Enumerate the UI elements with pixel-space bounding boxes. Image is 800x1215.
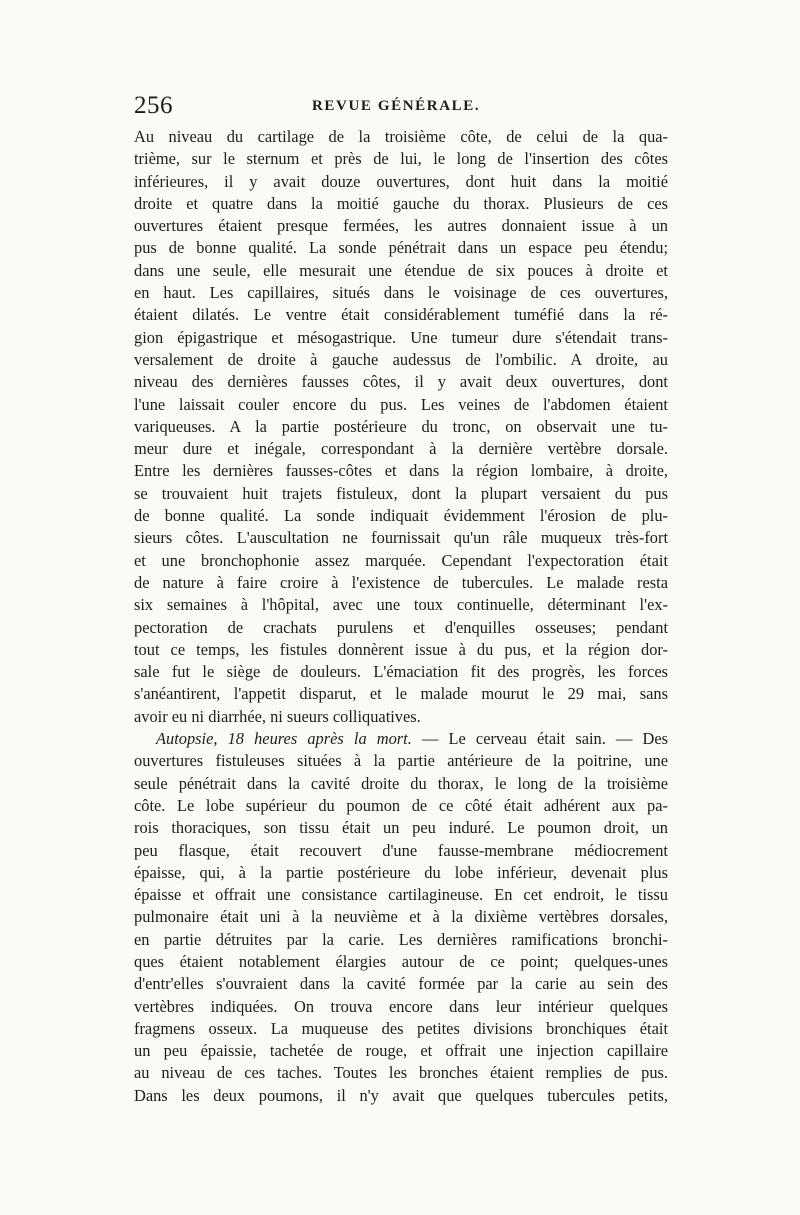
text-segment: pectoration de crachats purulens et d'enquilles osseuses; pendant xyxy=(134,617,668,637)
text-line xyxy=(134,215,668,237)
text-segment: étaient dilatés. Le ventre était considérablement tuméfié dans la ré- xyxy=(134,305,668,325)
text-segment: Dans les deux poumons, il n'y avait que quelques tubercules petits, xyxy=(134,1085,668,1105)
text-line xyxy=(134,929,668,951)
text-line xyxy=(134,661,668,683)
text-segment: et une bronchophonie assez marquée. Cependant l'expectoration était xyxy=(134,550,668,570)
text-line xyxy=(134,1062,668,1084)
text-line xyxy=(134,996,668,1018)
text-segment: épaisse et offrait une consistance cartilagineuse. En cet endroit, le tissu xyxy=(134,885,668,905)
text-segment: niveau des dernières fausses côtes, il y avait deux ouvertures, dont xyxy=(134,372,668,392)
text-segment: se trouvaient huit trajets fistuleux, dont la plupart versaient du pus xyxy=(134,483,668,503)
text-line xyxy=(134,750,668,772)
text-segment: épaisse, qui, à la partie postérieure du lobe inférieur, devenait plus xyxy=(134,862,668,882)
text-line xyxy=(134,639,668,661)
text-line xyxy=(134,438,668,460)
text-segment: Au niveau du cartilage de la troisième côte, de celui de la qua- xyxy=(134,127,668,146)
text-line xyxy=(134,550,668,572)
text-segment: pus de bonne qualité. La sonde pénétrait dans un espace peu étendu; xyxy=(134,238,668,258)
text-line xyxy=(134,840,668,862)
text-line xyxy=(134,349,668,371)
text-line xyxy=(134,394,668,416)
text-line xyxy=(134,728,668,750)
italic-heading: Autopsie, 18 heures après la mort. xyxy=(156,729,412,749)
text-segment: ouvertures fistuleuses situées à la partie antérieure de la poitrine, une xyxy=(134,751,668,771)
text-line xyxy=(134,795,668,817)
text-segment: vertèbres indiquées. On trouva encore dans leur intérieur quelques xyxy=(134,996,668,1016)
text-line xyxy=(134,416,668,438)
text-line xyxy=(134,460,668,482)
text-segment: s'anéantirent, l'appetit disparut, et le malade mourut le 29 mai, sans xyxy=(134,684,668,704)
book-page xyxy=(134,92,668,1172)
text-line xyxy=(134,148,668,170)
text-line xyxy=(134,237,668,259)
text-line xyxy=(134,193,668,215)
text-line xyxy=(134,951,668,973)
text-segment: l'une laissait couler encore du pus. Les veines de l'abdomen étaient xyxy=(134,394,668,414)
text-segment: avoir eu ni diarrhée, ni sueurs colliquatives. xyxy=(134,706,421,726)
text-line xyxy=(134,1040,668,1062)
body-text xyxy=(134,126,668,1107)
text-segment: ouvertures étaient presque fermées, les autres donnaient issue à un xyxy=(134,216,668,236)
text-segment: de nature à faire croire à l'existence de tubercules. Le malade resta xyxy=(134,572,668,592)
text-line xyxy=(134,862,668,884)
text-line xyxy=(134,884,668,906)
text-segment: — Le cerveau était sain. — Des xyxy=(411,729,668,749)
text-line xyxy=(134,594,668,616)
text-line xyxy=(134,371,668,393)
text-segment: versalement de droite à gauche audessus de l'ombilic. A droite, au xyxy=(134,349,668,369)
text-segment: au niveau de ces taches. Toutes les bronches étaient remplies de pus. xyxy=(134,1063,668,1083)
text-line xyxy=(134,1085,668,1107)
text-segment: seule pénétrait dans la cavité droite du thorax, le long de la troisième xyxy=(134,773,668,793)
text-line xyxy=(134,282,668,304)
text-segment: en partie détruites par la carie. Les dernières ramifications bronchi- xyxy=(134,929,668,949)
text-segment: d'entr'elles s'ouvraient dans la cavité formée par la carie au sein des xyxy=(134,974,668,994)
text-segment: inférieures, il y avait douze ouvertures, dont huit dans la moitié xyxy=(134,171,668,191)
text-segment: gion épigastrique et mésogastrique. Une tumeur dure s'étendait trans- xyxy=(134,327,668,347)
running-title: REVUE GÉNÉRALE. xyxy=(312,98,481,114)
text-segment: fragmens osseux. La muqueuse des petites divisions bronchiques était xyxy=(134,1018,668,1038)
text-line xyxy=(134,483,668,505)
text-line xyxy=(134,1018,668,1040)
text-line xyxy=(134,126,668,148)
text-line xyxy=(134,617,668,639)
text-segment: ques étaient notablement élargies autour de ce point; quelques-unes xyxy=(134,951,668,971)
text-segment: en haut. Les capillaires, situés dans le voisinage de ces ouvertures, xyxy=(134,283,668,303)
page-number: 256 xyxy=(134,92,173,119)
text-segment: de bonne qualité. La sonde indiquait évidemment l'érosion de plu- xyxy=(134,506,668,526)
text-segment: côte. Le lobe supérieur du poumon de ce côté était adhérent aux pa- xyxy=(134,795,668,815)
text-line xyxy=(134,527,668,549)
text-line xyxy=(134,973,668,995)
text-line xyxy=(134,505,668,527)
text-segment: dans une seule, elle mesurait une étendue de six pouces à droite et xyxy=(134,260,668,280)
text-segment: Entre les dernières fausses-côtes et dans la région lombaire, à droite, xyxy=(134,461,668,481)
text-segment: sale fut le siège de douleurs. L'émaciation fit des progrès, les forces xyxy=(134,662,668,682)
text-line xyxy=(134,906,668,928)
text-segment: pulmonaire était uni à la neuvième et à la dixième vertèbres dorsales, xyxy=(134,907,668,927)
text-segment: meur dure et inégale, correspondant à la dernière vertèbre dorsale. xyxy=(134,439,668,459)
text-segment: trième, sur le sternum et près de lui, le long de l'insertion des côtes xyxy=(134,149,668,169)
text-line xyxy=(134,260,668,282)
text-segment: droite et quatre dans la moitié gauche du thorax. Plusieurs de ces xyxy=(134,193,668,213)
text-line xyxy=(134,171,668,193)
text-segment: un peu épaissie, tachetée de rouge, et offrait une injection capillaire xyxy=(134,1041,668,1061)
text-line xyxy=(134,706,668,728)
text-segment: six semaines à l'hôpital, avec une toux continuelle, déterminant l'ex- xyxy=(134,595,668,615)
text-line xyxy=(134,773,668,795)
text-segment: peu flasque, était recouvert d'une fausse-membrane médiocrement xyxy=(134,840,668,860)
text-line xyxy=(134,572,668,594)
text-line xyxy=(134,683,668,705)
text-segment: variqueuses. A la partie postérieure du tronc, on observait une tu- xyxy=(134,416,668,436)
page-header xyxy=(134,92,668,126)
text-line xyxy=(134,327,668,349)
text-segment: sieurs côtes. L'auscultation ne fournissait qu'un râle muqueux très-fort xyxy=(134,528,668,548)
text-segment: tout ce temps, les fistules donnèrent issue à du pus, et la région dor- xyxy=(134,639,668,659)
text-line xyxy=(134,304,668,326)
text-line xyxy=(134,817,668,839)
text-segment: rois thoraciques, son tissu était un peu induré. Le poumon droit, un xyxy=(134,818,668,838)
